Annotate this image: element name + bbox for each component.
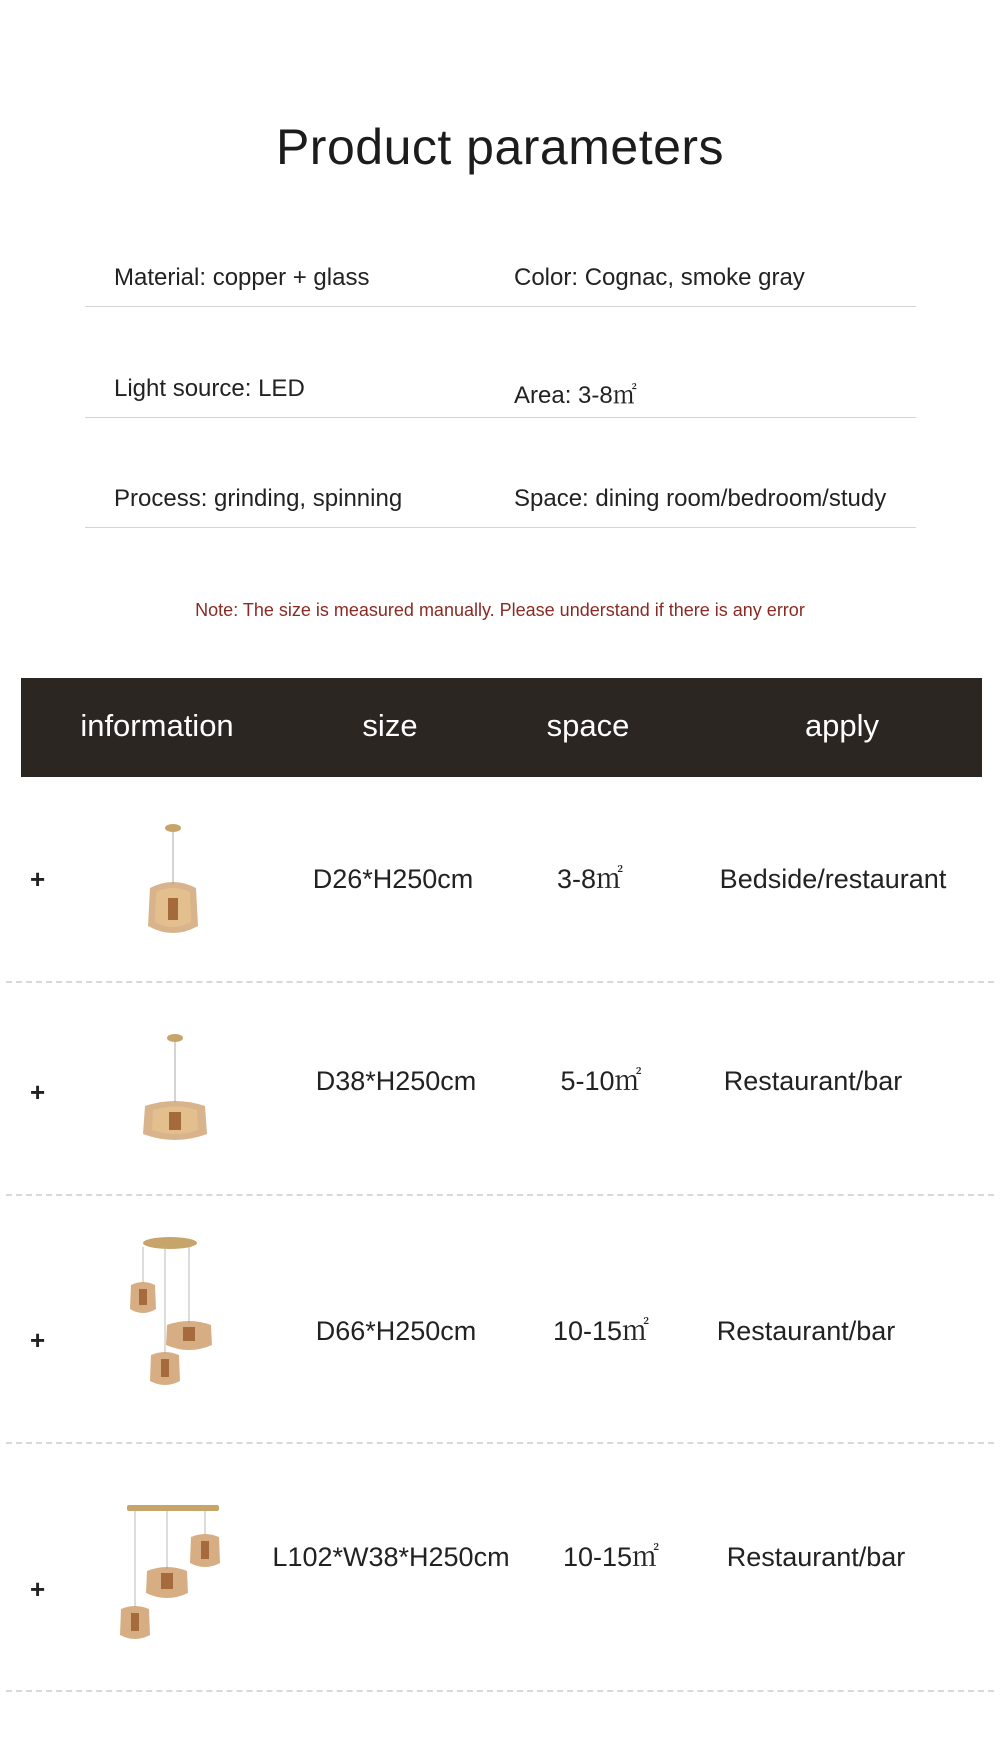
row-divider [6, 981, 994, 983]
apply-value: Bedside/restaurant [719, 864, 947, 894]
color-param: Color: Cognac, smoke gray [514, 264, 805, 291]
size-value: D38*H250cm [315, 1066, 477, 1096]
expand-plus-icon[interactable]: + [30, 1077, 46, 1107]
apply-value: Restaurant/bar [723, 1066, 903, 1096]
process-param: Process: grinding, spinning [114, 485, 403, 512]
expand-plus-icon[interactable]: + [30, 864, 46, 894]
expand-plus-icon[interactable]: + [30, 1325, 46, 1355]
space-value: 10-15㎡ [562, 1542, 660, 1572]
space-value: 5-10㎡ [560, 1066, 642, 1096]
row-divider [6, 1442, 994, 1444]
row-divider [6, 1690, 994, 1692]
space-value: 10-15㎡ [552, 1316, 650, 1346]
row-divider [6, 1194, 994, 1196]
parameter-row [85, 375, 916, 418]
space-value: 3-8㎡ [556, 864, 624, 894]
size-value: L102*W38*H250cm [272, 1542, 510, 1572]
size-value: D66*H250cm [315, 1316, 477, 1346]
area-param: Area: 3-8㎡ [514, 382, 637, 409]
space-param: Space: dining room/bedroom/study [514, 485, 887, 512]
page-title: Product parameters [275, 119, 725, 175]
parameter-row [85, 264, 916, 307]
header-information: information [80, 708, 234, 743]
apply-value: Restaurant/bar [726, 1542, 906, 1572]
single-small-pendant-lamp-icon [138, 818, 208, 948]
header-size: size [362, 708, 418, 743]
apply-value: Restaurant/bar [716, 1316, 896, 1346]
table-header [21, 678, 982, 777]
parameter-row [85, 485, 916, 528]
size-value: D26*H250cm [312, 864, 474, 894]
light-source-param: Light source: LED [114, 375, 305, 402]
size-note: Note: The size is measured manually. Please understand if there is any error [195, 600, 805, 620]
material-param: Material: copper + glass [114, 264, 370, 291]
expand-plus-icon[interactable]: + [30, 1574, 46, 1604]
header-space: space [546, 708, 630, 743]
three-pendant-linear-canopy-lamp-icon [115, 1497, 235, 1647]
three-pendant-round-canopy-lamp-icon [125, 1233, 225, 1393]
single-wide-pendant-lamp-icon [135, 1026, 215, 1146]
header-apply: apply [804, 708, 880, 743]
